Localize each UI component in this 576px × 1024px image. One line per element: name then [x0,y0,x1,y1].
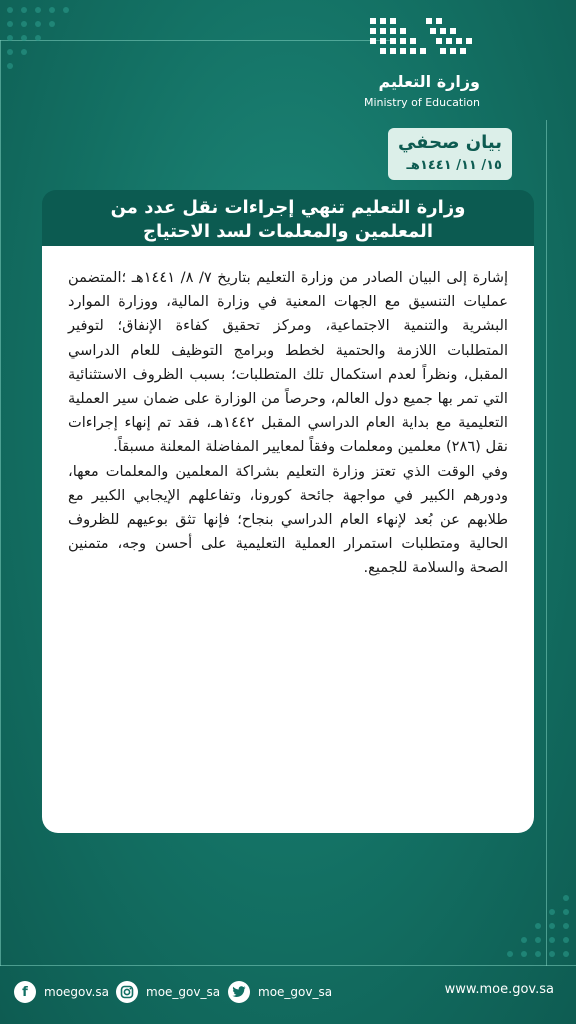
footer-divider [0,965,576,966]
press-statement-date: ١٥/ ١١/ ١٤٤١هـ [406,158,502,173]
instagram-handle: moe_gov_sa [146,985,221,999]
decorative-dots-bottom [426,874,576,964]
logo-english-text: Ministry of Education [363,96,480,109]
ministry-logo-icon [360,14,480,62]
website-link[interactable]: www.moe.gov.sa [444,982,554,997]
decorative-dots-top [0,0,170,90]
twitter-handle: moe_gov_sa [258,985,333,999]
instagram-link[interactable] [116,978,220,1006]
instagram-icon [116,981,138,1003]
footer [0,978,576,1008]
press-statement-title: بيان صحفي [397,132,502,153]
frame-left-line [0,40,1,966]
frame-right-line [546,120,547,966]
press-statement-badge [388,128,512,180]
body-paragraph-1: إشارة إلى البيان الصادر من وزارة التعليم بتاريخ ٧/ ٨/ ١٤٤١هـ ؛المتضمن عمليات التنسيق مع الجهات المعنية في وزارة المالية، ووزارة الموارد البشرية والتنمية الاجتماعية، ومركز تحقيق كفاءة الإنفاق؛ لتوفير المتطلبات اللازمة والحتمية لخطط وبرامج التوظيف للعام الدراسي المقبل، ونظراً لعدم استكمال تلك المتطلبات؛ بسبب الظروف الاستثنائية التي تمر بها جميع دول العالم، وحرصاً من الوزارة على ضمان سير العملية التعليمية مع بداية العام الدراسي المقبل ١٤٤٢هـ، فقد تم إنهاء إجراءات نقل (٢٨٦) معلمين ومعلمات وفقاً لمعايير المفاضلة المعلنة مسبقاً. [68,269,509,456]
facebook-link[interactable] [14,978,109,1006]
body-paragraph-2: وفي الوقت الذي تعتز وزارة التعليم بشراكة المعلمين والمعلمات معها، ودورهم الكبير في مواجهة جائحة كورونا، وتفاعلهم الإيجابي الكبير مع طلابهم عن بُعد لإنهاء العام الدراسي بنجاح؛ فإنها تثق بوعيهم للظروف الحالية ومتطلبات استمرار العملية التعليمية على أحسن وجه، متمنين الصحة والسلامة للجميع. [68,462,508,577]
facebook-icon: f [14,981,36,1003]
statement-body [42,246,534,833]
headline-line-2: المعلمين والمعلمات لسد الاحتياج [143,221,433,242]
logo-arabic-text: وزارة التعليم [378,72,480,91]
headline [42,190,534,246]
twitter-link[interactable] [228,978,332,1006]
headline-line-1: وزارة التعليم تنهي إجراءات نقل عدد من [110,197,466,218]
facebook-handle: moegov.sa [44,985,109,999]
twitter-icon [228,981,250,1003]
